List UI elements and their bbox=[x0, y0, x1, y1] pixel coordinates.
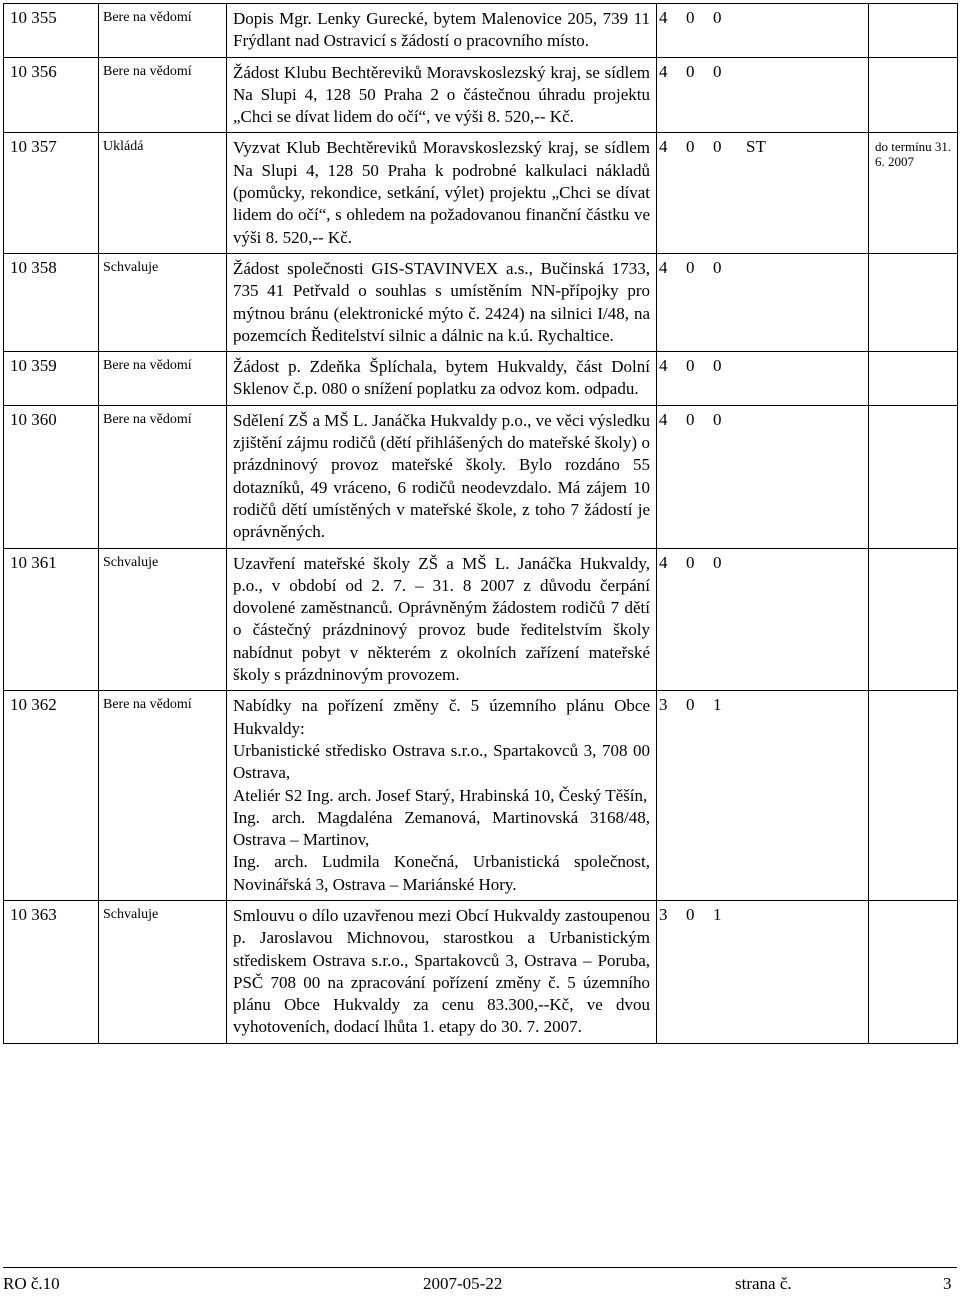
resolution-row bbox=[4, 4, 958, 58]
code-digit: 0 bbox=[713, 552, 722, 572]
resolution-code bbox=[657, 548, 869, 691]
resolution-deadline bbox=[869, 900, 958, 1043]
code-digit: 4 bbox=[659, 409, 668, 429]
code-digit: 3 bbox=[659, 695, 668, 715]
resolution-deadline bbox=[869, 691, 958, 901]
resolution-text: Vyzvat Klub Bechtěreviků Moravskoslezský kraj, se sídlem Na Slupi 4, 128 50 Praha k podrobné kalkulaci nákladů (pomůcky, rekondice, setkání, výlet) projektu „Chci se dívat lidem do očí“, s ohledem na požadovanou finanční částku ve výši 8. 520,-- Kč. bbox=[227, 133, 657, 253]
code-digit: 0 bbox=[713, 8, 722, 27]
code-digit: 4 bbox=[659, 8, 668, 27]
resolution-action: Bere na vědomí bbox=[99, 352, 227, 406]
resolution-row bbox=[4, 691, 958, 901]
resolution-text: Uzavření mateřské školy ZŠ a MŠ L. Janáčka Hukvaldy, p.o., v období od 2. 7. – 31. 8 2007 z důvodu čerpání dovolené zaměstnanců. Oprávněným žádostem rodičů 7 dětí o částečný prázdninový provoz bude ředitelstvím školy nabídnut pobyt v některém z okolních zařízení mateřské školy s prázdninovým provozem. bbox=[227, 548, 657, 691]
resolution-text: Žádost Klubu Bechtěreviků Moravskoslezský kraj, se sídlem Na Slupi 4, 128 50 Praha 2 o částečnou úhradu projektu „Chci se dívat lidem do očí“, ve výši 8. 520,-- Kč. bbox=[227, 57, 657, 133]
resolution-code bbox=[657, 57, 869, 133]
resolution-deadline bbox=[869, 4, 958, 58]
resolution-text: Žádost p. Zdeňka Šplíchala, bytem Hukvaldy, část Dolní Sklenov č.p. 080 o snížení poplatku za odvoz kom. odpadu. bbox=[227, 352, 657, 406]
resolution-paragraph: Ing. arch. Ludmila Konečná, Urbanistická společnost, Novinářská 3, Ostrava – Mariánské Hory. bbox=[233, 852, 650, 894]
resolution-paragraph: Nabídky na pořízení změny č. 5 územního plánu Obce Hukvaldy: bbox=[233, 696, 650, 738]
code-extra: ST bbox=[746, 137, 766, 157]
resolution-number: 10 358 bbox=[4, 253, 99, 351]
code-digit: 0 bbox=[713, 137, 722, 157]
code-digit: 1 bbox=[713, 904, 722, 924]
code-digit: 0 bbox=[686, 61, 695, 81]
resolution-deadline: do termínu 31. 6. 2007 bbox=[869, 133, 958, 253]
resolution-row bbox=[4, 900, 958, 1043]
resolution-action: Bere na vědomí bbox=[99, 691, 227, 901]
footer-page-label: strana č. bbox=[735, 1274, 792, 1293]
code-digit: 4 bbox=[659, 552, 668, 572]
code-digit: 0 bbox=[686, 904, 695, 924]
resolution-code bbox=[657, 133, 869, 253]
code-digit: 0 bbox=[686, 8, 695, 27]
resolution-text: Smlouvu o dílo uzavřenou mezi Obcí Hukvaldy zastoupenou p. Jaroslavou Michnovou, starostkou a Urbanistickým střediskem Ostrava s.r.o., Spartakovců 3, Ostrava – Poruba, PSČ 708 00 na zpracování pořízení změny č. 5 územního plánu Obce Hukvaldy za cenu 83.300,--Kč, ve dvou vyhotoveních, dodací lhůta 1. etapy do 30. 7. 2007. bbox=[227, 900, 657, 1043]
footer-page-number: 3 bbox=[943, 1274, 952, 1293]
page-footer bbox=[3, 1267, 957, 1296]
code-digit: 4 bbox=[659, 61, 668, 81]
resolution-number: 10 359 bbox=[4, 352, 99, 406]
resolution-text: Sdělení ZŠ a MŠ L. Janáčka Hukvaldy p.o., ve věci výsledku zjištění zájmu rodičů (dětí přihlášených do mateřské školy) o prázdninový provoz mateřské školy. Bylo rozdáno 55 dotazníků, 49 vráceno, 6 rodičů neodevzdalo. Má zájem 10 rodičů dětí umístěných v mateřské škole, z toho 7 žádostí je oprávněných. bbox=[227, 405, 657, 548]
code-digit: 0 bbox=[686, 552, 695, 572]
code-digit: 4 bbox=[659, 356, 668, 376]
resolutions-table bbox=[3, 3, 958, 1044]
footer-session: RO č.10 bbox=[3, 1274, 60, 1293]
resolution-action: Bere na vědomí bbox=[99, 405, 227, 548]
footer-date: 2007-05-22 bbox=[423, 1274, 503, 1293]
resolution-action: Bere na vědomí bbox=[99, 57, 227, 133]
code-digit: 4 bbox=[659, 137, 668, 157]
resolution-text: Dopis Mgr. Lenky Gurecké, bytem Malenovice 205, 739 11 Frýdlant nad Ostravicí s žádostí o pracovního místo. bbox=[227, 4, 657, 58]
resolution-deadline bbox=[869, 57, 958, 133]
resolution-paragraph: Ing. arch. Magdaléna Zemanová, Martinovská 3168/48, Ostrava – Martinov, bbox=[233, 807, 650, 850]
resolution-action: Schvaluje bbox=[99, 900, 227, 1043]
resolution-paragraph: Urbanistické středisko Ostrava s.r.o., Spartakovců 3, 708 00 Ostrava, bbox=[233, 740, 650, 783]
resolution-number: 10 362 bbox=[4, 691, 99, 901]
resolution-row bbox=[4, 548, 958, 691]
code-digit: 0 bbox=[713, 409, 722, 429]
code-digit: 3 bbox=[659, 904, 668, 924]
resolution-paragraph: Ateliér S2 Ing. arch. Josef Starý, Hrabinská 10, Český Těšín, bbox=[233, 785, 648, 805]
resolution-action: Bere na vědomí bbox=[99, 4, 227, 58]
resolution-text bbox=[227, 691, 657, 901]
code-digit: 1 bbox=[713, 695, 722, 715]
resolution-action: Schvaluje bbox=[99, 253, 227, 351]
resolution-code bbox=[657, 352, 869, 406]
resolution-number: 10 357 bbox=[4, 133, 99, 253]
resolution-deadline bbox=[869, 352, 958, 406]
resolution-number: 10 356 bbox=[4, 57, 99, 133]
resolution-action: Ukládá bbox=[99, 133, 227, 253]
code-digit: 0 bbox=[686, 356, 695, 376]
code-digit: 0 bbox=[686, 409, 695, 429]
code-digit: 0 bbox=[713, 356, 722, 376]
code-digit: 0 bbox=[713, 257, 722, 277]
resolution-text: Žádost společnosti GIS-STAVINVEX a.s., Bučinská 1733, 735 41 Petřvald o souhlas s umístěním NN-přípojky pro mýtnou bránu (elektronické mýto č. 2424) na silnici I/48, na pozemcích Ředitelství silnic a dálnic na k.ú. Rychaltice. bbox=[227, 253, 657, 351]
resolution-deadline bbox=[869, 405, 958, 548]
resolution-row bbox=[4, 57, 958, 133]
code-digit: 0 bbox=[686, 137, 695, 157]
resolution-deadline bbox=[869, 548, 958, 691]
resolution-number: 10 360 bbox=[4, 405, 99, 548]
resolution-code bbox=[657, 691, 869, 901]
code-digit: 0 bbox=[713, 61, 722, 81]
resolution-deadline bbox=[869, 253, 958, 351]
resolution-code bbox=[657, 253, 869, 351]
resolution-code bbox=[657, 405, 869, 548]
code-digit: 0 bbox=[686, 695, 695, 715]
resolution-row bbox=[4, 405, 958, 548]
resolution-number: 10 361 bbox=[4, 548, 99, 691]
resolution-number: 10 363 bbox=[4, 900, 99, 1043]
code-digit: 0 bbox=[686, 257, 695, 277]
resolution-code bbox=[657, 900, 869, 1043]
resolution-code bbox=[657, 4, 869, 58]
code-digit: 4 bbox=[659, 257, 668, 277]
resolution-action: Schvaluje bbox=[99, 548, 227, 691]
resolution-row bbox=[4, 253, 958, 351]
resolution-number: 10 355 bbox=[4, 4, 99, 58]
resolution-row bbox=[4, 352, 958, 406]
resolution-row bbox=[4, 133, 958, 253]
